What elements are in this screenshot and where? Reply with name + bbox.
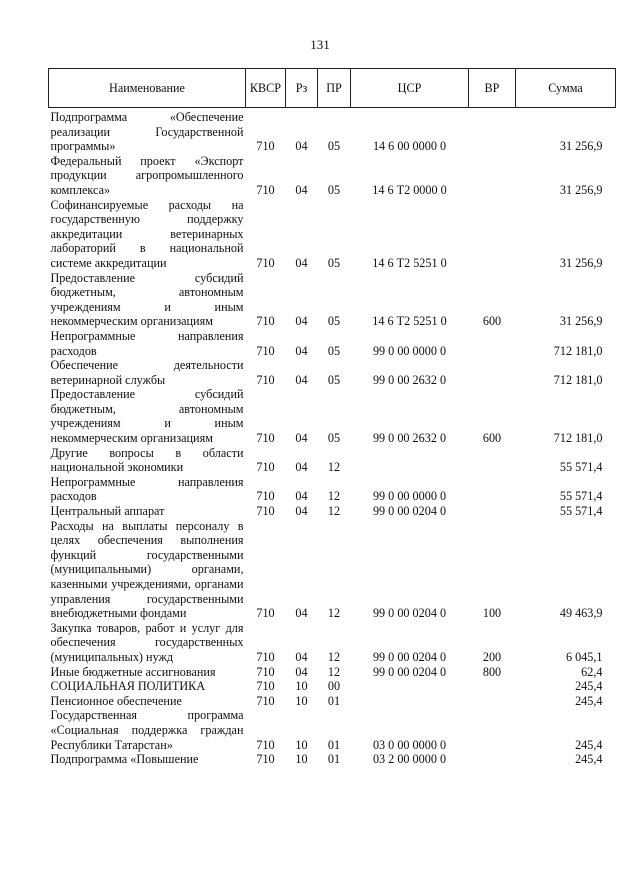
cell-csr: 99 0 00 0204 0 bbox=[372, 649, 447, 664]
cell-pr: 05 bbox=[327, 182, 341, 197]
cell-vr: 600 bbox=[482, 431, 502, 446]
cell-kvsr: 710 bbox=[256, 255, 275, 270]
cell-rz: 04 bbox=[295, 314, 308, 329]
cell-csr: 99 0 00 0204 0 bbox=[372, 664, 447, 679]
cell-vr bbox=[469, 679, 516, 694]
cell-kvsr: 710 bbox=[256, 752, 275, 767]
cell-sum: 55 571,4 bbox=[559, 489, 603, 504]
cell-pr: 01 bbox=[327, 737, 341, 752]
table-row bbox=[49, 679, 616, 694]
cell-csr: 03 0 00 0000 0 bbox=[372, 737, 447, 752]
cell-name: Государственная программа «Социальная поддержка граждан Республики Татарстан» bbox=[50, 708, 244, 752]
cell-pr: 12 bbox=[327, 460, 341, 475]
cell-rz: 04 bbox=[295, 372, 308, 387]
cell-vr bbox=[469, 154, 516, 198]
table-row bbox=[49, 752, 616, 767]
cell-sum: 245,4 bbox=[575, 737, 603, 752]
cell-vr: 800 bbox=[482, 664, 502, 679]
cell-csr: 99 0 00 0204 0 bbox=[372, 606, 447, 621]
cell-sum: 55 571,4 bbox=[559, 504, 603, 519]
cell-sum: 31 256,9 bbox=[559, 314, 603, 329]
page-number: 131 bbox=[310, 37, 330, 52]
budget-table bbox=[48, 68, 616, 767]
column-header-pr: ПР bbox=[318, 69, 351, 108]
cell-sum: 712 181,0 bbox=[553, 343, 603, 358]
table-row bbox=[49, 621, 616, 665]
cell-pr: 05 bbox=[327, 372, 341, 387]
cell-rz: 10 bbox=[295, 693, 308, 708]
cell-kvsr: 710 bbox=[256, 182, 275, 197]
cell-name: Центральный аппарат bbox=[50, 504, 165, 519]
cell-rz: 10 bbox=[295, 679, 308, 694]
cell-vr: 200 bbox=[482, 649, 502, 664]
column-header-vr: ВР bbox=[469, 69, 516, 108]
cell-vr bbox=[469, 358, 516, 387]
column-header-csr: ЦСР bbox=[351, 69, 469, 108]
cell-kvsr: 710 bbox=[256, 372, 275, 387]
cell-name: Непрограммные направления расходов bbox=[50, 328, 244, 358]
cell-rz: 04 bbox=[295, 664, 308, 679]
cell-name: Иные бюджетные ассигнования bbox=[50, 664, 216, 679]
cell-pr: 12 bbox=[327, 504, 341, 519]
cell-rz: 04 bbox=[295, 489, 308, 504]
cell-vr bbox=[469, 475, 516, 504]
cell-sum: 245,4 bbox=[575, 752, 603, 767]
cell-sum: 712 181,0 bbox=[553, 431, 603, 446]
table-row bbox=[49, 329, 616, 358]
column-header-kvsr: КВСР bbox=[246, 69, 286, 108]
cell-csr bbox=[351, 446, 469, 475]
cell-vr bbox=[469, 198, 516, 271]
cell-csr bbox=[351, 694, 469, 709]
cell-kvsr: 710 bbox=[256, 460, 275, 475]
cell-rz: 04 bbox=[295, 460, 308, 475]
cell-rz: 04 bbox=[295, 504, 308, 519]
cell-name: Другие вопросы в области национальной экономики bbox=[50, 445, 244, 475]
cell-kvsr: 710 bbox=[256, 343, 275, 358]
cell-kvsr: 710 bbox=[256, 431, 275, 446]
table-row bbox=[49, 446, 616, 475]
cell-name: Предоставление субсидий бюджетным, автономным учреждениям и иным некоммерческим организациям bbox=[50, 387, 244, 446]
cell-vr bbox=[469, 504, 516, 519]
cell-vr bbox=[469, 694, 516, 709]
cell-rz: 04 bbox=[295, 649, 308, 664]
cell-pr: 01 bbox=[327, 693, 341, 708]
cell-kvsr: 710 bbox=[256, 737, 275, 752]
table-header bbox=[49, 69, 616, 108]
cell-kvsr: 710 bbox=[256, 139, 275, 154]
table-body bbox=[49, 108, 616, 767]
cell-rz: 04 bbox=[295, 606, 308, 621]
cell-name: Расходы на выплаты персоналу в целях обеспечения выполнения функций государственными (муниципальными) органами, казенными учреждениями, органами управления государственными внебюджетными фондами bbox=[50, 518, 244, 621]
cell-rz: 10 bbox=[295, 737, 308, 752]
cell-sum: 6 045,1 bbox=[565, 649, 603, 664]
column-header-rz: Рз bbox=[286, 69, 318, 108]
table-row bbox=[49, 665, 616, 680]
cell-csr: 03 2 00 0000 0 bbox=[372, 752, 447, 767]
table-row bbox=[49, 475, 616, 504]
cell-sum: 31 256,9 bbox=[559, 139, 603, 154]
cell-rz: 04 bbox=[295, 182, 308, 197]
cell-vr: 100 bbox=[482, 606, 502, 621]
cell-kvsr: 710 bbox=[256, 649, 275, 664]
cell-sum: 62,4 bbox=[581, 664, 603, 679]
column-header-name: Наименование bbox=[49, 69, 246, 108]
cell-pr: 12 bbox=[327, 649, 341, 664]
cell-kvsr: 710 bbox=[256, 489, 275, 504]
cell-pr: 01 bbox=[327, 752, 341, 767]
table-row bbox=[49, 358, 616, 387]
cell-kvsr: 710 bbox=[256, 504, 275, 519]
cell-name: Подпрограмма «Повышение bbox=[50, 752, 199, 767]
cell-pr: 12 bbox=[327, 489, 341, 504]
cell-csr: 14 6 Т2 5251 0 bbox=[372, 314, 447, 329]
cell-pr: 05 bbox=[327, 343, 341, 358]
cell-vr bbox=[469, 329, 516, 358]
cell-name: Непрограммные направления расходов bbox=[50, 474, 244, 504]
cell-name: СОЦИАЛЬНАЯ ПОЛИТИКА bbox=[50, 679, 206, 694]
table-row bbox=[49, 198, 616, 271]
table-row bbox=[49, 519, 616, 621]
cell-kvsr: 710 bbox=[256, 664, 275, 679]
cell-vr bbox=[469, 708, 516, 752]
cell-name: Пенсионное обеспечение bbox=[50, 693, 182, 708]
cell-name: Предоставление субсидий бюджетным, автономным учреждениям и иным некоммерческим организациям bbox=[50, 270, 244, 329]
cell-sum: 245,4 bbox=[575, 693, 603, 708]
table-row bbox=[49, 694, 616, 709]
cell-csr: 14 6 00 0000 0 bbox=[372, 139, 447, 154]
cell-rz: 04 bbox=[295, 255, 308, 270]
cell-pr: 12 bbox=[327, 664, 341, 679]
cell-csr: 14 6 Т2 0000 0 bbox=[372, 182, 447, 197]
cell-vr bbox=[469, 446, 516, 475]
cell-name: Софинансируемые расходы на государственную поддержку аккредитации ветеринарных лабораторий в национальной системе аккредитации bbox=[50, 197, 244, 270]
table-row bbox=[49, 271, 616, 329]
cell-csr: 99 0 00 0000 0 bbox=[372, 489, 447, 504]
cell-kvsr: 710 bbox=[256, 679, 275, 694]
cell-name: Федеральный проект «Экспорт продукции агропромышленного комплекса» bbox=[50, 153, 244, 197]
cell-rz: 10 bbox=[295, 752, 308, 767]
cell-pr: 00 bbox=[327, 679, 341, 694]
cell-csr: 99 0 00 0000 0 bbox=[372, 343, 447, 358]
cell-name: Обеспечение деятельности ветеринарной службы bbox=[50, 358, 244, 387]
cell-csr: 14 6 Т2 5251 0 bbox=[372, 255, 447, 270]
cell-csr: 99 0 00 2632 0 bbox=[372, 431, 447, 446]
cell-pr: 05 bbox=[327, 314, 341, 329]
cell-pr: 05 bbox=[327, 431, 341, 446]
cell-kvsr: 710 bbox=[256, 314, 275, 329]
cell-sum: 31 256,9 bbox=[559, 182, 603, 197]
cell-rz: 04 bbox=[295, 431, 308, 446]
cell-sum: 31 256,9 bbox=[559, 255, 603, 270]
cell-pr: 12 bbox=[327, 606, 341, 621]
cell-kvsr: 710 bbox=[256, 693, 275, 708]
table-row bbox=[49, 387, 616, 445]
column-header-sum: Сумма bbox=[516, 69, 616, 108]
cell-sum: 712 181,0 bbox=[553, 372, 603, 387]
cell-rz: 04 bbox=[295, 343, 308, 358]
cell-vr: 600 bbox=[482, 314, 502, 329]
cell-pr: 05 bbox=[327, 255, 341, 270]
cell-pr: 05 bbox=[327, 139, 341, 154]
cell-csr: 99 0 00 2632 0 bbox=[372, 372, 447, 387]
cell-csr: 99 0 00 0204 0 bbox=[372, 504, 447, 519]
cell-kvsr: 710 bbox=[256, 606, 275, 621]
cell-sum: 245,4 bbox=[575, 679, 603, 694]
cell-csr bbox=[351, 679, 469, 694]
table-row bbox=[49, 108, 616, 154]
cell-vr bbox=[469, 108, 516, 154]
cell-sum: 55 571,4 bbox=[559, 460, 603, 475]
table-row bbox=[49, 504, 616, 519]
cell-name: Закупка товаров, работ и услуг для обеспечения государственных (муниципальных) нужд bbox=[50, 620, 244, 664]
cell-sum: 49 463,9 bbox=[559, 606, 603, 621]
table-row bbox=[49, 708, 616, 752]
cell-vr bbox=[469, 752, 516, 767]
cell-name: Подпрограмма «Обеспечение реализации Государственной программы» bbox=[50, 110, 244, 154]
table-row bbox=[49, 154, 616, 198]
cell-rz: 04 bbox=[295, 139, 308, 154]
